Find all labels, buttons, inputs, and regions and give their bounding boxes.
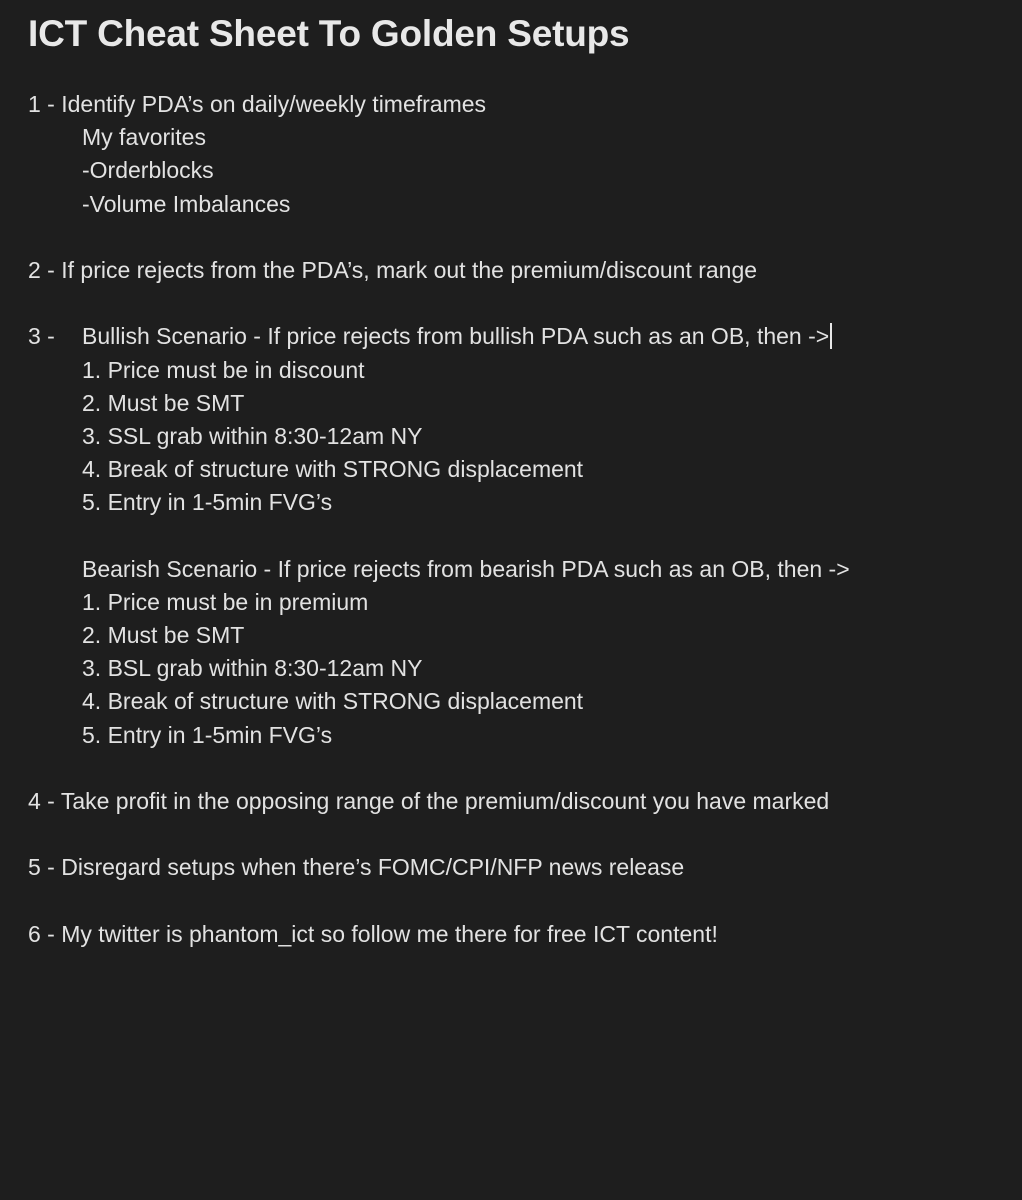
bullish-heading: Bullish Scenario - If price rejects from bullish PDA such as an OB, then -> [82, 323, 830, 350]
bullish-item: 5. Entry in 1-5min FVG’s [82, 489, 333, 516]
note-title[interactable]: ICT Cheat Sheet To Golden Setups [28, 13, 630, 54]
step-5-line: 5 - Disregard setups when there’s FOMC/CPI/NFP news release [28, 854, 685, 881]
blank-line [28, 221, 1002, 254]
step-2-line: 2 - If price rejects from the PDA’s, mark out the premium/discount range [28, 256, 758, 283]
blank-line [28, 519, 1002, 552]
bullish-item: 3. SSL grab within 8:30-12am NY [82, 422, 423, 449]
bearish-item: 2. Must be SMT [82, 622, 245, 648]
bearish-heading: Bearish Scenario - If price rejects from bearish PDA such as an OB, then -> [82, 555, 850, 582]
bullish-item: 2. Must be SMT [82, 389, 245, 416]
bearish-item: 1. Price must be in premium [82, 588, 369, 615]
blank-line [28, 885, 1002, 918]
favorite-item: -Orderblocks [82, 157, 214, 184]
favorite-item: -Volume Imbalances [82, 190, 291, 217]
blank-line [28, 752, 1002, 785]
step-6-line: 6 - My twitter is phantom_ict so follow me there for free ICT content! [28, 920, 718, 947]
bullish-heading-line [28, 320, 1002, 353]
bullish-item: 4. Break of structure with STRONG displacement [82, 456, 584, 483]
bearish-item: 3. BSL grab within 8:30-12am NY [82, 655, 423, 682]
step-4-line: 4 - Take profit in the opposing range of the premium/discount you have marked [28, 787, 830, 814]
note-body[interactable] [28, 88, 1002, 951]
bullish-item: 1. Price must be in discount [82, 356, 365, 383]
blank-line [28, 287, 1002, 320]
blank-line [28, 818, 1002, 851]
bearish-item: 4. Break of structure with STRONG displacement [82, 688, 584, 715]
text-cursor [830, 323, 832, 349]
step-3-number: 3 - [28, 323, 55, 350]
bearish-item: 5. Entry in 1-5min FVG’s [82, 721, 333, 748]
step-1-line: 1 - Identify PDA’s on daily/weekly timeframes [28, 91, 487, 117]
favorites-label: My favorites [82, 124, 206, 151]
